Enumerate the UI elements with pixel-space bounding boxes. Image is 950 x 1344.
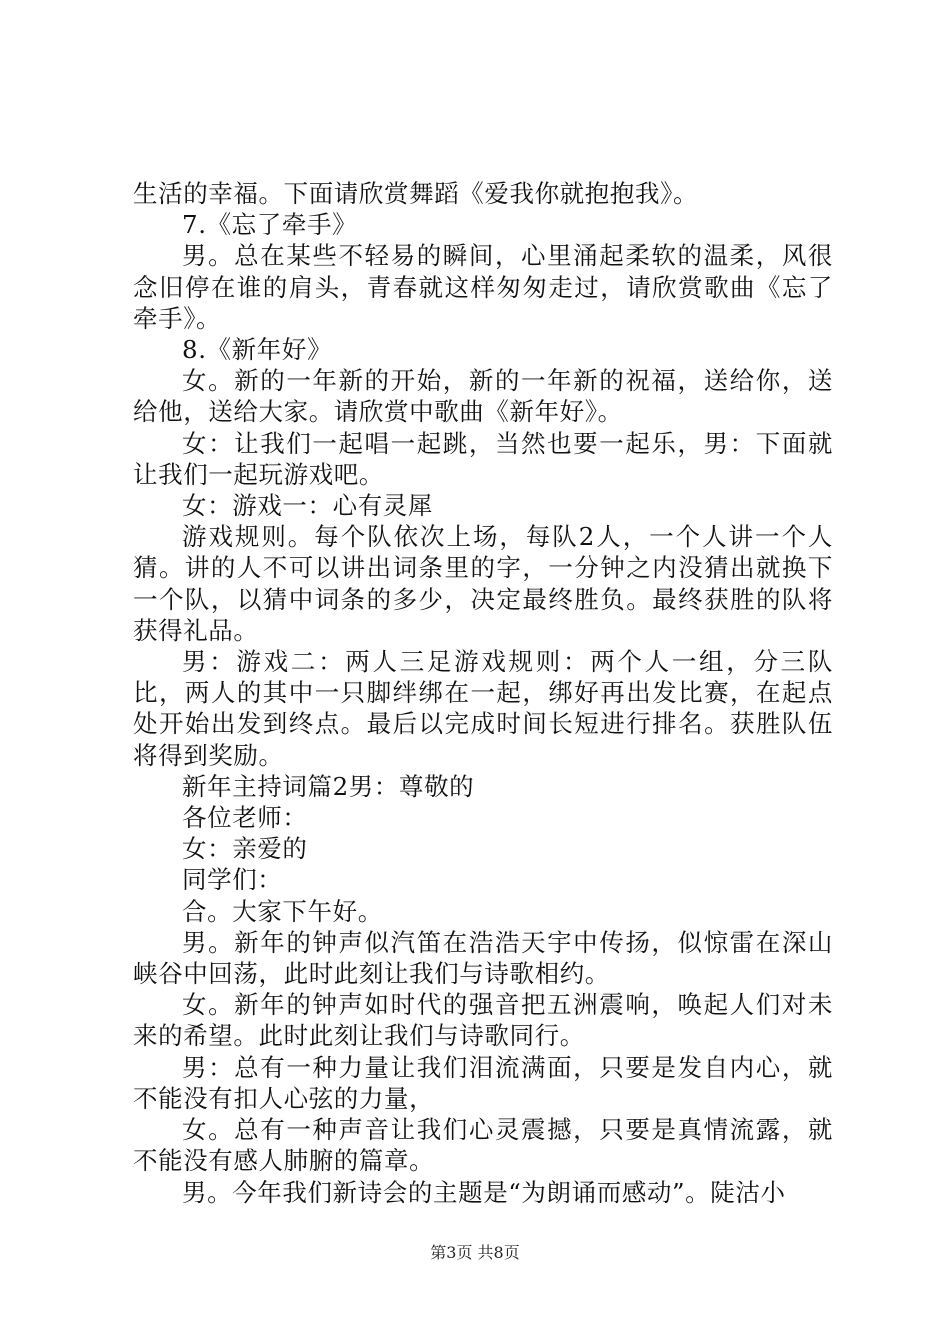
paragraph: 同学们： <box>182 865 283 895</box>
paragraph: 男：总有一种力量让我们泪流满面，只要是发自内心，就不能没有扣人心弦的力量， <box>133 1052 833 1113</box>
paragraph: 女。总有一种声音让我们心灵震撼，只要是真情流露，就不能没有感人肺腑的篇章。 <box>133 1115 833 1176</box>
paragraph: 新年主持词篇2男：尊敬的 <box>182 771 475 801</box>
page-footer: 第3页 共8页 <box>430 1243 520 1262</box>
paragraph: 女：让我们一起唱一起跳，当然也要一起乐，男：下面就让我们一起玩游戏吧。 <box>133 428 833 489</box>
paragraph: 游戏规则。每个队依次上场，每队2人，一个人讲一个人猜。讲的人不可以讲出词条里的字，一分钟之内没猜出就换下一个队，以猜中词条的多少，决定最终胜负。最终获胜的队将获得礼品。 <box>133 522 833 645</box>
document-body <box>133 178 833 1208</box>
paragraph: 8.《新年好》 <box>182 335 333 365</box>
paragraph: 女。新年的钟声如时代的强音把五洲震响，唤起人们对未来的希望。此时此刻让我们与诗歌同行。 <box>133 990 833 1051</box>
paragraph: 男。总在某些不轻易的瞬间，心里涌起柔软的温柔，风很念旧停在谁的肩头，青春就这样匆匆走过，请欣赏歌曲《忘了牵手》。 <box>133 241 833 333</box>
paragraph: 女：游戏一：心有灵犀 <box>182 491 433 521</box>
paragraph: 生活的幸福。下面请欣赏舞蹈《爱我你就抱抱我》。 <box>133 179 699 208</box>
paragraph: 男。新年的钟声似汽笛在浩浩天宇中传扬，似惊雷在深山峡谷中回荡，此时此刻让我们与诗歌相约。 <box>133 927 833 989</box>
paragraph: 男：游戏二：两人三足游戏规则：两个人一组，分三队比，两人的其中一只脚绊绑在一起，绑好再出发比赛，在起点处开始出发到终点。最后以完成时间长短进行排名。获胜队伍将得到奖励。 <box>133 647 833 770</box>
paragraph: 女。新的一年新的开始，新的一年新的祝福，送给你，送给他，送给大家。请欣赏中歌曲《新年好》。 <box>133 366 833 427</box>
paragraph: 女：亲爱的 <box>182 834 308 864</box>
paragraph: 7.《忘了牵手》 <box>182 210 358 240</box>
paragraph: 合。大家下午好。 <box>182 896 383 926</box>
paragraph: 各位老师： <box>182 803 308 833</box>
paragraph: 男。今年我们新诗会的主题是“为朗诵而感动”。陡沽小 <box>182 1177 786 1207</box>
